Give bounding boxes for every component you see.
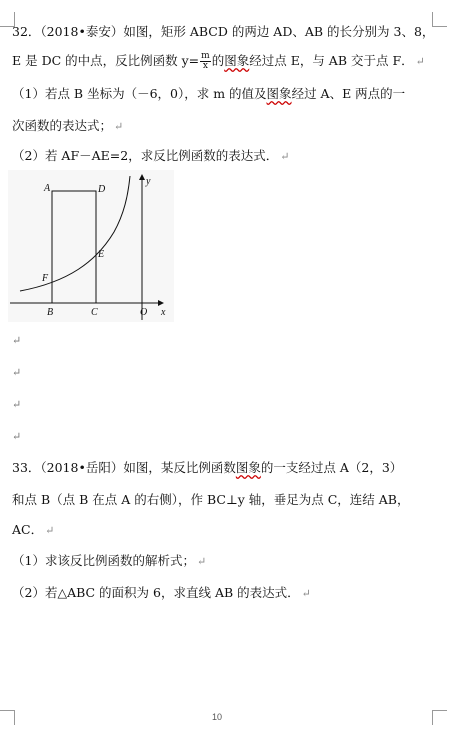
q32-line-3: （1）若点 B 坐标为（－6，0），求 m 的值及图象经过 A、E 两点的一 bbox=[12, 86, 406, 101]
label-e: E bbox=[98, 249, 105, 260]
return-mark: ↵ bbox=[45, 524, 55, 537]
q32-line-2: E 是 DC 的中点，反比例函数 y= $\frac{m}{x}$ 的图象经过点 E，与 AB 交于点 F． ↵ bbox=[12, 51, 425, 71]
q33-line-5: （2）若△ABC 的面积为 6，求直线 AB 的表达式． ↵ bbox=[12, 585, 311, 600]
q32-line-5: （2）若 AF－AE=2，求反比例函数的表达式． ↵ bbox=[12, 148, 290, 163]
empty-paragraph-mark: ↵ bbox=[12, 334, 22, 347]
q33-line-1: 33．（2018•岳阳）如图，某反比例函数图象的一支经过点 A（2，3） bbox=[12, 460, 403, 475]
crop-mark-bottom-right bbox=[432, 710, 447, 725]
label-c: C bbox=[91, 307, 98, 318]
return-mark: ↵ bbox=[196, 555, 207, 568]
label-a: A bbox=[44, 183, 51, 194]
label-d: D bbox=[98, 184, 106, 195]
q32-line-4: 次函数的表达式； ↵ bbox=[12, 118, 124, 133]
label-y: y bbox=[146, 176, 151, 187]
return-mark: ↵ bbox=[114, 120, 124, 133]
q32-figure bbox=[8, 170, 174, 322]
page-number: 10 bbox=[212, 712, 223, 722]
return-mark: ↵ bbox=[280, 150, 290, 163]
label-b: B bbox=[47, 307, 54, 318]
q32-line-1: 32．（2018•泰安）如图，矩形 ABCD 的两边 AD、AB 的长分别为 3、8， bbox=[12, 24, 435, 39]
q33-line-3: AC． ↵ bbox=[12, 522, 55, 537]
fraction-m-over-x: $\frac{m}{x}$ bbox=[201, 51, 210, 71]
label-x: x bbox=[161, 307, 166, 318]
empty-paragraph-mark: ↵ bbox=[12, 430, 22, 443]
q33-line-2: 和点 B（点 B 在点 A 的右侧），作 BC⊥y 轴，垂足为点 C，连结 AB， bbox=[12, 492, 410, 507]
crop-mark-bottom-left bbox=[0, 710, 15, 725]
label-f: F bbox=[42, 273, 49, 284]
label-o: O bbox=[140, 307, 148, 318]
q33-line-4: （1）求该反比例函数的解析式； ↵ bbox=[12, 553, 207, 568]
empty-paragraph-mark: ↵ bbox=[12, 366, 22, 379]
empty-paragraph-mark: ↵ bbox=[12, 398, 22, 411]
return-mark: ↵ bbox=[415, 55, 425, 68]
return-mark: ↵ bbox=[301, 587, 311, 600]
